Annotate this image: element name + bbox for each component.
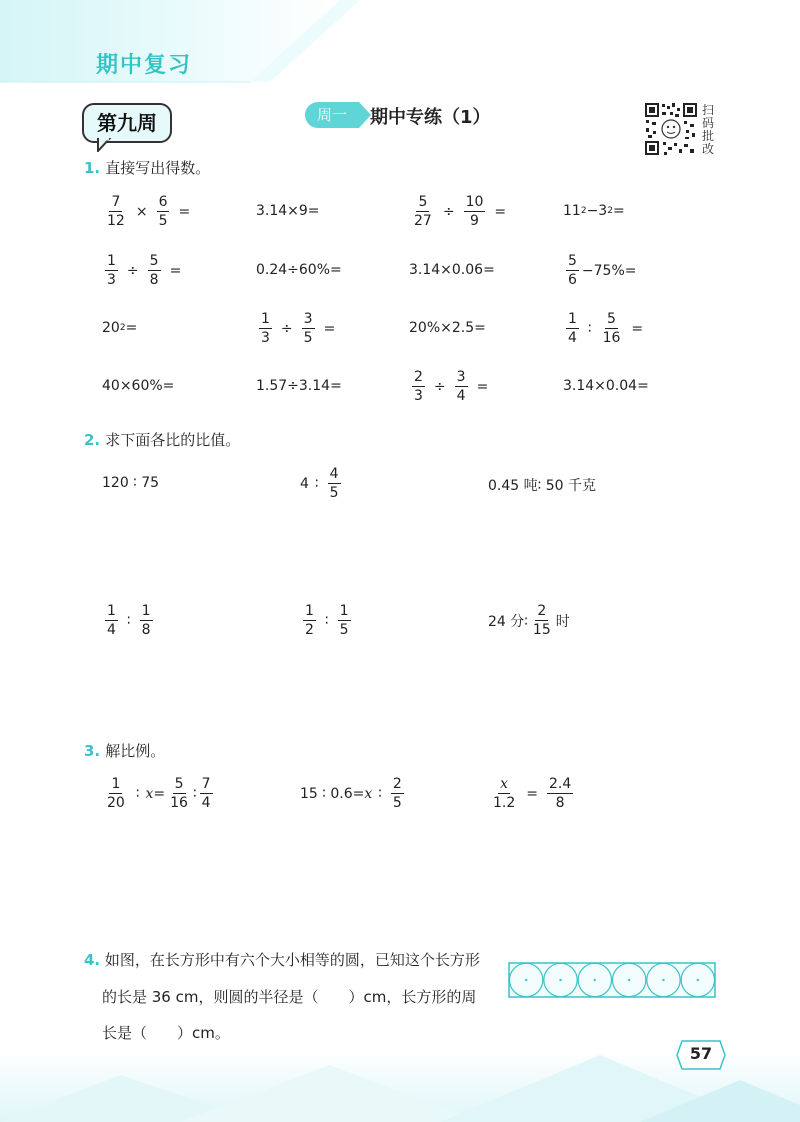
lesson-title: 期中专练（1） <box>370 107 491 128</box>
q4-number: 4. <box>84 951 101 969</box>
q1-r3-b: $\frac{1}{3}$ ÷ $\frac{3}{5}$ = <box>261 311 336 346</box>
circle-center-dot <box>559 979 561 981</box>
page-number: 57 <box>689 1044 713 1063</box>
q4-line1: 4. 如图，在长方形中有六个大小相等的圆，已知这个长方形 <box>84 951 480 969</box>
q3-a: $\frac{1}{20}$ ∶ x = $\frac{5}{16}$ ∶ $\frac{7}{4}$ <box>107 776 211 811</box>
week-badge: 第九周 <box>82 103 172 143</box>
q1-r1-a: $\frac{7}{12}$ × $\frac{6}{5}$ = <box>107 194 191 229</box>
q1-r1-b: 3.14×9= <box>256 203 320 219</box>
q4-line3: 长是（ ）cm。 <box>102 1024 230 1042</box>
q2-r1-c: 0.45 吨∶ 50 千克 <box>488 478 596 494</box>
q1-r2-a: $\frac{1}{3}$ ÷ $\frac{5}{8}$ = <box>107 253 182 288</box>
circle-center-dot <box>697 979 699 981</box>
q1-r2-d: $\frac{5}{6}$ −75%= <box>568 253 637 288</box>
q1-instruction: 直接写出得数。 <box>105 159 211 177</box>
q2-r1-b: 4 ∶ $\frac{4}{5}$ <box>300 466 339 501</box>
q2-number: 2. <box>84 431 101 449</box>
circle-center-dot <box>662 979 664 981</box>
q2-r1-a: 120 ∶ 75 <box>102 475 160 491</box>
q2-heading <box>84 429 240 450</box>
q3-number: 3. <box>84 742 101 760</box>
q1-heading <box>84 157 210 178</box>
day-tag: 周一 <box>305 102 359 128</box>
q1-r2-c: 3.14×0.06= <box>409 262 495 278</box>
badge-tail-icon <box>96 138 112 152</box>
q1-r4-c: $\frac{2}{3}$ ÷ $\frac{3}{4}$ = <box>414 369 489 404</box>
qr-label: 扫 码 批 改 <box>702 103 715 156</box>
q4-line2: 的长是 36 cm，则圆的半径是（ ）cm，长方形的周 <box>102 988 477 1006</box>
q3-heading <box>84 740 165 761</box>
q3-c: $\frac{x}{1.2}$ = $\frac{2.4}{8}$ <box>493 776 572 811</box>
qr-code-icon[interactable] <box>644 102 698 156</box>
q1-r3-d: $\frac{1}{4}$ ∶ $\frac{5}{16}$ = <box>568 311 644 346</box>
q1-r1-d: 11 2 − 3 2 = <box>563 203 625 219</box>
section-title: 期中复习 <box>96 53 193 78</box>
q2-r2-b: $\frac{1}{2}$ ∶ $\frac{1}{5}$ <box>305 603 349 638</box>
q1-r4-d: 3.14×0.04= <box>563 378 649 394</box>
q1-number: 1. <box>84 159 101 177</box>
q2-r2-c: 24 分∶ $\frac{2}{15}$ 时 <box>488 603 570 638</box>
q1-r3-a: 20 2 = <box>102 320 138 336</box>
q1-r2-b: 0.24÷60%= <box>256 262 342 278</box>
q1-r4-a: 40×60%= <box>102 378 175 394</box>
circle-center-dot <box>594 979 596 981</box>
q1-r4-b: 1.57÷3.14= <box>256 378 342 394</box>
q1-r3-c: 20%×2.5= <box>409 320 486 336</box>
circle-center-dot <box>628 979 630 981</box>
q2-r2-a: $\frac{1}{4}$ ∶ $\frac{1}{8}$ <box>107 603 151 638</box>
q2-instruction: 求下面各比的比值。 <box>105 431 241 449</box>
circle-center-dot <box>525 979 527 981</box>
rectangle-circles-figure <box>508 962 716 998</box>
q3-b: 15 ∶ 0.6= x ∶ $\frac{2}{5}$ <box>300 776 402 811</box>
q3-instruction: 解比例。 <box>105 742 166 760</box>
q1-r1-c: $\frac{5}{27}$ ÷ $\frac{10}{9}$ = <box>414 194 507 229</box>
